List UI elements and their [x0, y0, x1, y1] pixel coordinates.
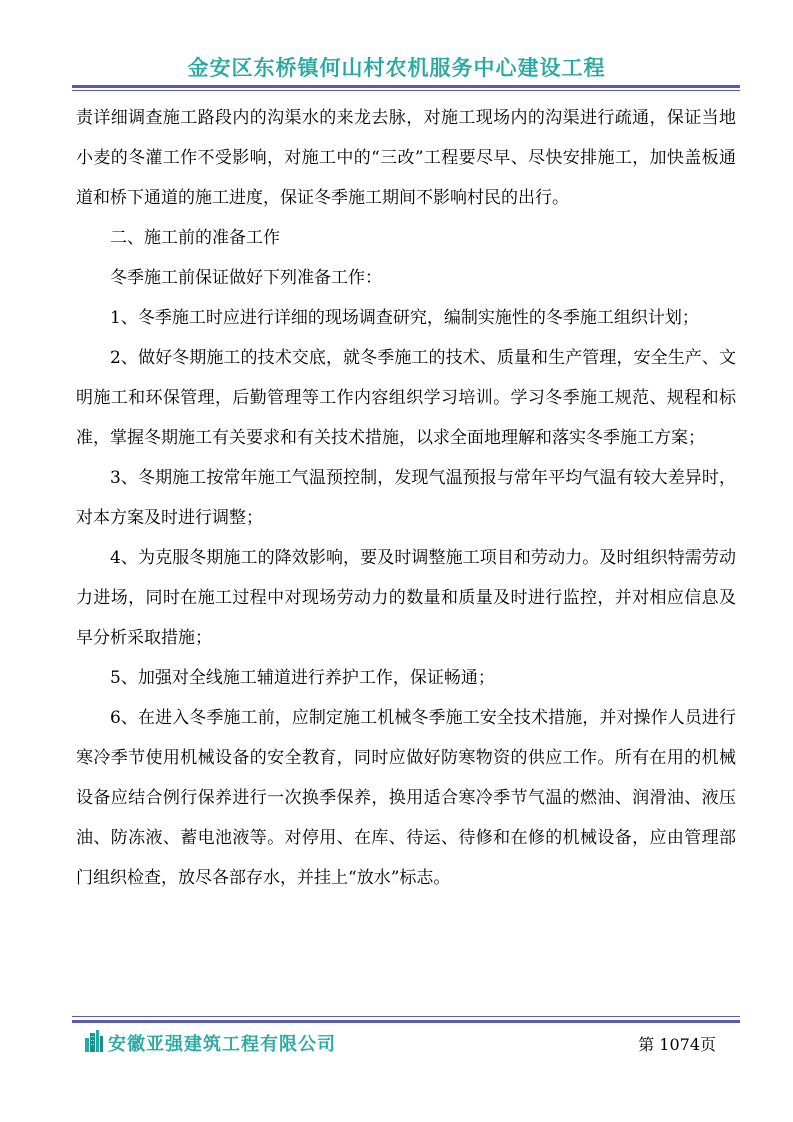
header-rule-thin	[72, 90, 740, 91]
footer-rule-thick	[72, 1020, 740, 1023]
list-item: 5、加强对全线施工辅道进行养护工作，保证畅通；	[110, 668, 495, 688]
footer-rule-thin	[72, 1016, 740, 1017]
page-footer	[80, 1028, 740, 1058]
page-number: 第 1074页	[638, 1035, 716, 1054]
list-item: 6、在进入冬季施工前，应制定施工机械冬季施工安全技术措施，并对操作人员进行寒冷季节使用机械设备的安全教育，同时应做好防寒物资的供应工作。所有在用的机械设备应结合例行保养进行一次换季保养，换用适合寒冷季节气温的燃油、润滑油、液压油、防冻液、蓄电池液等。对停用、在库、待运、待修和在修的机械设备，应由管理部门组织检查，放尽各部存水，并挂上“放水”标志。	[76, 708, 736, 888]
document-body	[76, 98, 736, 898]
paragraph: 责详细调查施工路段内的沟渠水的来龙去脉，对施工现场内的沟渠进行疏通，保证当地小麦的冬灌工作不受影响，对施工中的“三改”工程要尽早、尽快安排施工，加快盖板通道和桥下通道的施工进度，保证冬季施工期间不影响村民的出行。	[76, 108, 736, 208]
header-rule-thick	[72, 85, 740, 88]
building-logo-icon	[84, 1030, 104, 1052]
list-item: 4、为克服冬期施工的降效影响，要及时调整施工项目和劳动力。及时组织特需劳动力进场，同时在施工过程中对现场劳动力的数量和质量及时进行监控，并对相应信息及早分析采取措施；	[76, 548, 736, 648]
list-item: 1、冬季施工时应进行详细的现场调查研究，编制实施性的冬季施工组织计划；	[110, 308, 699, 328]
company-name: 安徽亚强建筑工程有限公司	[108, 1034, 336, 1055]
section-heading: 二、施工前的准备工作	[110, 228, 280, 248]
paragraph: 冬季施工前保证做好下列准备工作：	[110, 268, 382, 288]
list-item: 2、做好冬期施工的技术交底，就冬季施工的技术、质量和生产管理，安全生产、文明施工和环保管理，后勤管理等工作内容组织学习培训。学习冬季施工规范、规程和标准，掌握冬期施工有关要求和有关技术措施，以求全面地理解和落实冬季施工方案；	[76, 348, 736, 448]
list-item: 3、冬期施工按常年施工气温预控制，发现气温预报与常年平均气温有较大差异时，对本方案及时进行调整；	[76, 468, 736, 528]
document-header-title: 金安区东桥镇何山村农机服务中心建设工程	[187, 56, 606, 80]
